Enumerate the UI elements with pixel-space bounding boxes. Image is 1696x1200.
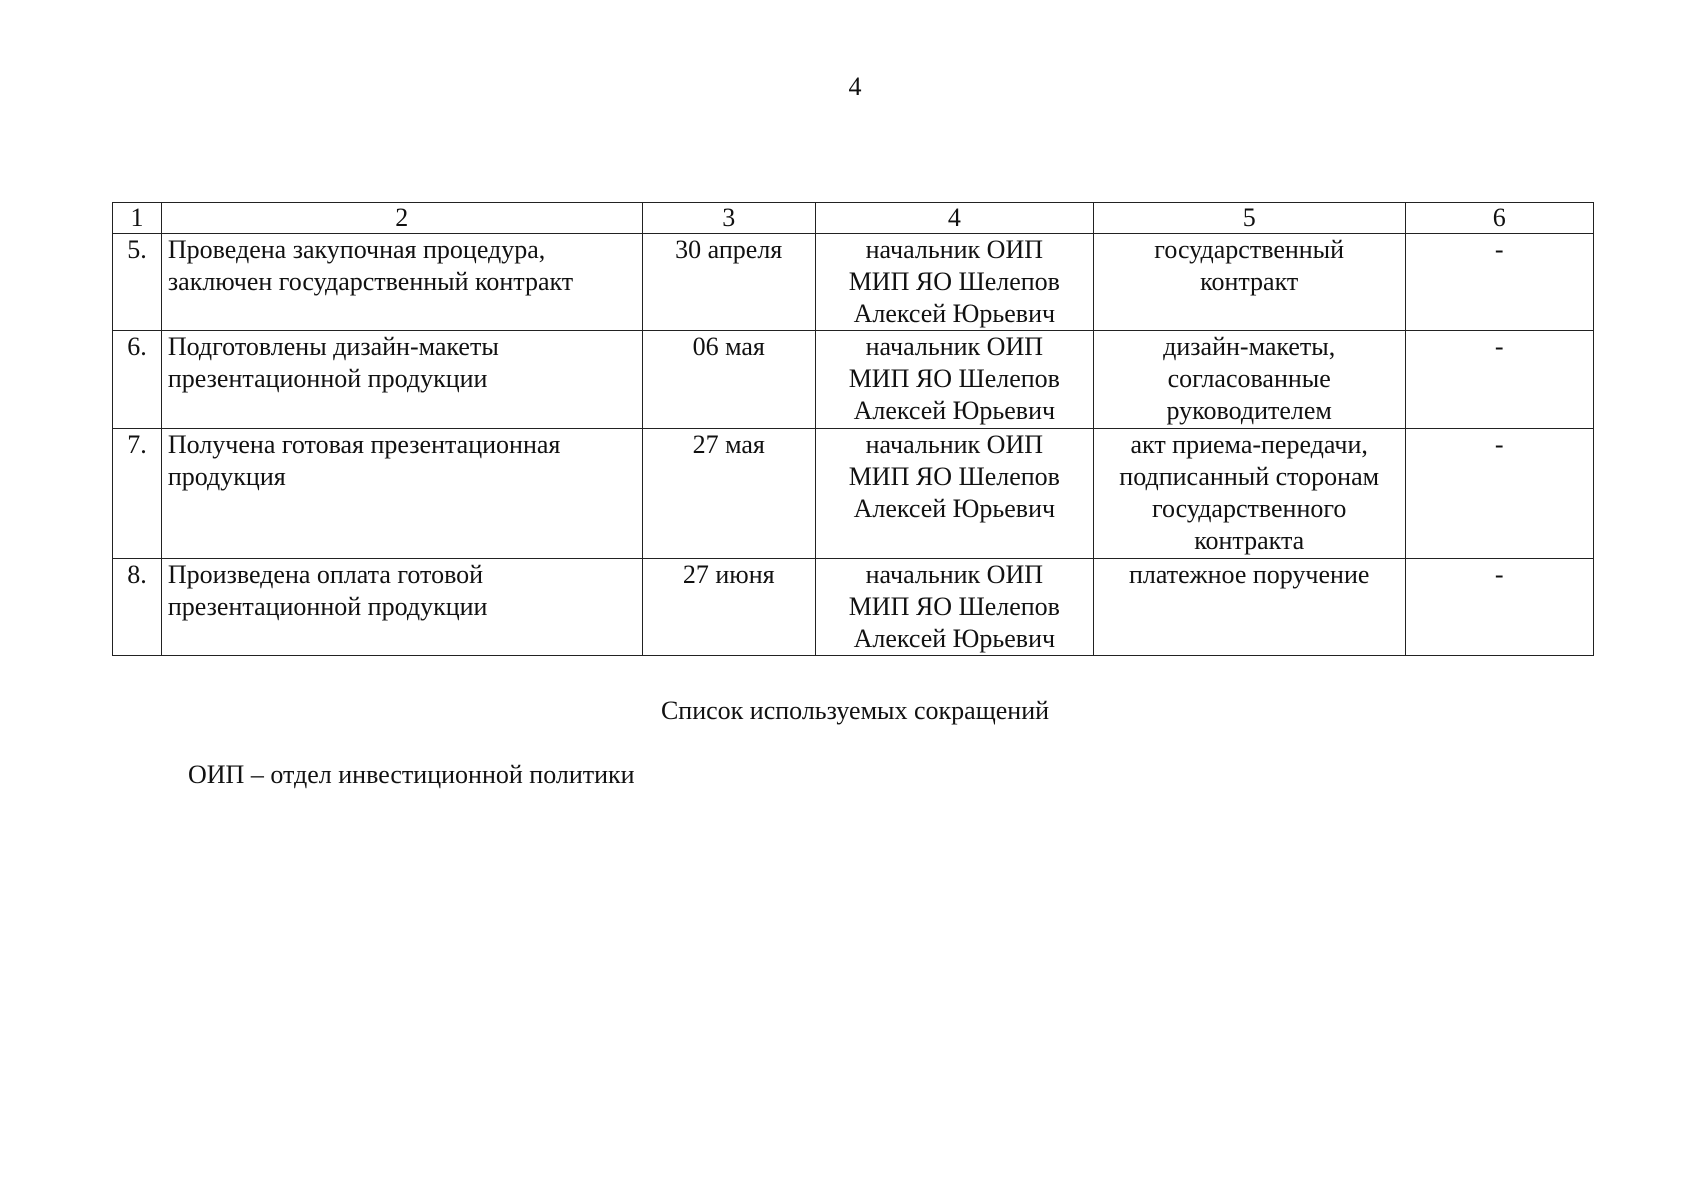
- column-number-header: 6: [1405, 203, 1593, 234]
- cell-line: акт приема-передачи,: [1130, 430, 1368, 459]
- cell-line: Получена готовая презентационная: [167, 430, 561, 459]
- page-number: 4: [848, 72, 862, 101]
- cell-line: государственный: [1154, 235, 1345, 264]
- cell-line: МИП ЯО Шелепов: [848, 592, 1060, 621]
- document-cell: [1093, 331, 1405, 429]
- cell-line: подписанный сторонам: [1119, 462, 1380, 491]
- cell-line: Алексей Юрьевич: [853, 396, 1056, 425]
- document-cell: [1093, 429, 1405, 559]
- table-row: [113, 234, 1594, 331]
- cell-line: Проведена закупочная процедура,: [167, 235, 546, 264]
- document-cell: [1093, 559, 1405, 656]
- cell-line: презентационной продукции: [167, 364, 488, 393]
- cell-line: продукция: [167, 462, 286, 491]
- note-cell: -: [1405, 331, 1593, 429]
- note-cell: -: [1405, 234, 1593, 331]
- plan-table: [112, 202, 1594, 656]
- cell-line: Подготовлены дизайн-макеты: [167, 332, 499, 361]
- event-cell: [161, 234, 642, 331]
- row-number: 6.: [113, 331, 162, 429]
- date-cell: 27 июня: [642, 559, 815, 656]
- cell-line: контракт: [1200, 267, 1299, 296]
- responsible-cell: [815, 331, 1093, 429]
- date-cell: 06 мая: [642, 331, 815, 429]
- row-number: 5.: [113, 234, 162, 331]
- abbreviations-title: Список используемых сокращений: [660, 696, 1050, 725]
- responsible-cell: [815, 234, 1093, 331]
- event-cell: [161, 559, 642, 656]
- cell-line: начальник ОИП: [865, 430, 1044, 459]
- column-number-header: 5: [1093, 203, 1405, 234]
- cell-line: государственного: [1151, 494, 1347, 523]
- table-header-row: [113, 203, 1594, 234]
- cell-line: дизайн-макеты,: [1163, 332, 1336, 361]
- cell-line: платежное поручение: [1128, 560, 1370, 589]
- event-cell: [161, 331, 642, 429]
- row-number: 8.: [113, 559, 162, 656]
- column-number-header: 3: [642, 203, 815, 234]
- cell-line: начальник ОИП: [865, 560, 1044, 589]
- cell-line: МИП ЯО Шелепов: [848, 364, 1060, 393]
- table-row: [113, 331, 1594, 429]
- cell-line: Алексей Юрьевич: [853, 624, 1056, 653]
- cell-line: Алексей Юрьевич: [853, 494, 1056, 523]
- row-number: 7.: [113, 429, 162, 559]
- abbreviation-item: ОИП – отдел инвестиционной политики: [188, 760, 635, 789]
- document-cell: [1093, 234, 1405, 331]
- cell-line: Алексей Юрьевич: [853, 299, 1056, 328]
- cell-line: Произведена оплата готовой: [167, 560, 484, 589]
- column-number-header: 4: [815, 203, 1093, 234]
- cell-line: МИП ЯО Шелепов: [848, 462, 1060, 491]
- date-cell: 27 мая: [642, 429, 815, 559]
- cell-line: начальник ОИП: [865, 332, 1044, 361]
- cell-line: контракта: [1194, 526, 1305, 555]
- cell-line: презентационной продукции: [167, 592, 488, 621]
- cell-line: МИП ЯО Шелепов: [848, 267, 1060, 296]
- cell-line: согласованные: [1167, 364, 1331, 393]
- cell-line: начальник ОИП: [865, 235, 1044, 264]
- date-cell: 30 апреля: [642, 234, 815, 331]
- event-cell: [161, 429, 642, 559]
- responsible-cell: [815, 559, 1093, 656]
- note-cell: -: [1405, 559, 1593, 656]
- column-number-header: 2: [161, 203, 642, 234]
- note-cell: -: [1405, 429, 1593, 559]
- cell-line: заключен государственный контракт: [167, 267, 574, 296]
- responsible-cell: [815, 429, 1093, 559]
- table-row: [113, 429, 1594, 559]
- column-number-header: 1: [113, 203, 162, 234]
- table-row: [113, 559, 1594, 656]
- cell-line: руководителем: [1166, 396, 1332, 425]
